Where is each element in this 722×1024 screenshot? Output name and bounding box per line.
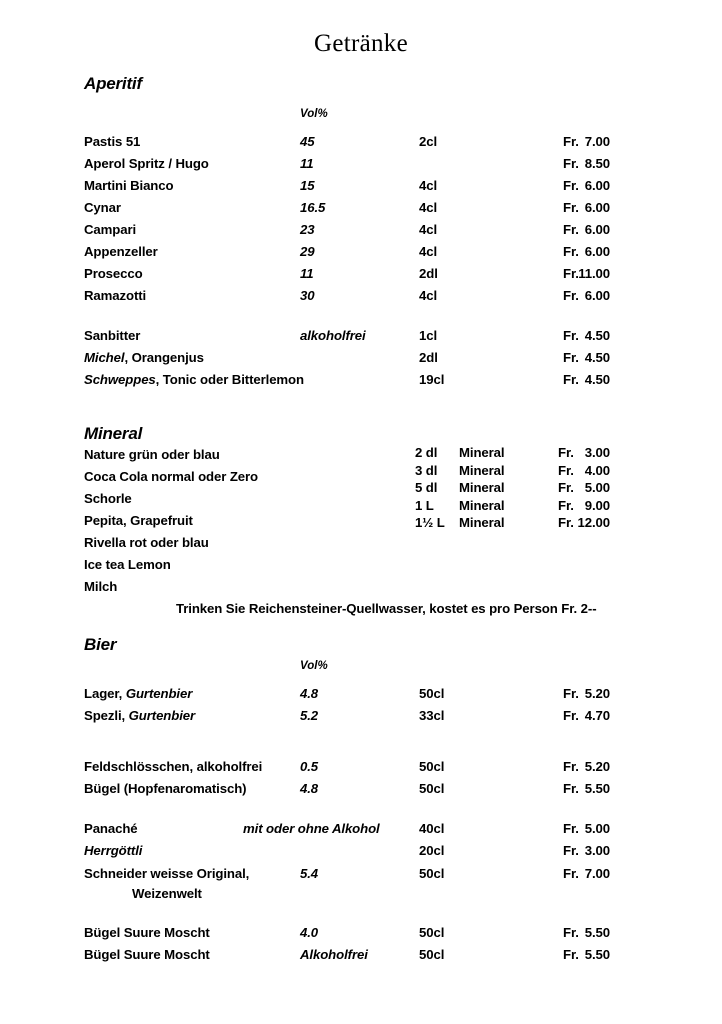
column-header-vol-aperitif: Vol%: [300, 108, 328, 120]
item-name: Appenzeller: [84, 244, 158, 259]
mineral-price: 9.00: [584, 497, 610, 513]
currency-label: Fr.: [563, 134, 579, 149]
item-price: 5.50: [584, 947, 610, 962]
item-vol: 15: [300, 178, 315, 193]
item-vol: 23: [300, 222, 315, 237]
item-name: Nature grün oder blau: [84, 447, 220, 462]
item-name: Schorle: [84, 491, 132, 506]
table-row: [0, 328, 722, 349]
currency-label: Fr.: [563, 328, 579, 343]
item-vol: alkoholfrei: [300, 328, 366, 343]
item-name: Pepita, Grapefruit: [84, 513, 193, 528]
item-name: Prosecco: [84, 266, 143, 281]
item-name: [84, 686, 192, 701]
item-name-text: , Orangenjus: [124, 350, 204, 365]
item-price: 6.00: [584, 244, 610, 259]
item-price: 6.00: [584, 200, 610, 215]
item-name: Rivella rot oder blau: [84, 535, 209, 550]
item-price: 6.00: [584, 178, 610, 193]
list-item: [0, 535, 722, 556]
mineral-price-row: [0, 463, 722, 481]
item-name: Campari: [84, 222, 137, 237]
currency-label: Fr.: [563, 178, 579, 193]
item-name: Milch: [84, 579, 118, 594]
currency-label: Fr.: [563, 866, 579, 881]
item-price: 4.70: [584, 708, 610, 723]
currency-label: Fr.: [563, 156, 579, 171]
item-vol: 45: [300, 134, 315, 149]
mineral-price-row: [0, 515, 722, 533]
mineral-size: 1 L: [415, 497, 434, 513]
item-size: 50cl: [419, 925, 445, 940]
item-price: 4.50: [584, 372, 610, 387]
mineral-label: Mineral: [459, 480, 505, 495]
item-vol: 0.5: [300, 759, 319, 774]
item-name: Panaché: [84, 821, 138, 836]
currency-label: Fr.: [563, 372, 579, 387]
table-row: [0, 156, 722, 177]
mineral-label: Mineral: [459, 515, 505, 530]
mineral-size: 5 dl: [415, 480, 438, 495]
item-name: Pastis 51: [84, 134, 141, 149]
mineral-size: 2 dl: [415, 445, 438, 460]
table-row: [0, 350, 722, 371]
item-name-text: Lager,: [84, 686, 126, 701]
currency-label: Fr.: [558, 445, 574, 460]
item-name: Bügel Suure Moscht: [84, 947, 210, 962]
currency-label: Fr.: [563, 843, 579, 858]
table-row: [0, 821, 722, 842]
item-name: Schneider weisse Original,: [84, 866, 250, 881]
item-price: 5.50: [584, 781, 610, 796]
mineral-label: Mineral: [459, 497, 505, 513]
currency-label: Fr.: [558, 515, 574, 530]
item-size: 2dl: [419, 266, 438, 281]
table-row: [0, 947, 722, 968]
item-vol: 5.4: [300, 866, 319, 881]
item-name-text: Spezli,: [84, 708, 129, 723]
table-row: [0, 781, 722, 802]
currency-label: Fr.: [558, 462, 574, 478]
item-name: Cynar: [84, 200, 121, 215]
currency-label: Fr.: [563, 288, 579, 303]
item-name: Ramazotti: [84, 288, 147, 303]
page-title: Getränke: [313, 30, 408, 57]
item-vol: 11: [300, 266, 314, 281]
section-heading-bier: Bier: [84, 635, 117, 654]
currency-label: Fr.: [563, 350, 579, 365]
item-size: 1cl: [419, 328, 438, 343]
item-brand: Gurtenbier: [128, 708, 196, 723]
item-size: 33cl: [419, 708, 445, 723]
item-price: 11.00: [578, 266, 610, 281]
section-heading-aperitif: Aperitif: [84, 74, 142, 93]
item-vol: 4.8: [300, 781, 319, 796]
item-name: [84, 372, 304, 387]
item-name: Coca Cola normal oder Zero: [84, 469, 259, 484]
currency-label: Fr.: [563, 222, 579, 237]
item-size: 50cl: [419, 686, 445, 701]
table-row: [0, 372, 722, 393]
currency-label: Fr.: [563, 821, 579, 836]
mineral-label: Mineral: [459, 462, 505, 478]
item-price: 6.00: [584, 288, 610, 303]
item-size: 40cl: [419, 821, 445, 836]
table-row: [0, 708, 722, 729]
table-row-continuation: [0, 886, 722, 907]
item-name: Aperol Spritz / Hugo: [84, 156, 209, 171]
currency-label: Fr.: [563, 686, 579, 701]
table-row: [0, 134, 722, 155]
table-row: [0, 222, 722, 243]
item-size: 2cl: [419, 134, 438, 149]
mineral-price-row: [0, 498, 722, 516]
item-price: 5.20: [584, 759, 610, 774]
item-price: 5.20: [584, 686, 610, 701]
item-price: 4.50: [584, 350, 610, 365]
mineral-size: 3 dl: [415, 462, 438, 478]
table-row: [0, 686, 722, 707]
item-name: [84, 350, 204, 365]
item-name: Weizenwelt: [132, 886, 202, 901]
item-name: Bügel (Hopfenaromatisch): [84, 781, 247, 796]
item-price: 4.50: [584, 328, 610, 343]
item-name: Ice tea Lemon: [84, 557, 171, 572]
item-vol: 29: [300, 244, 315, 259]
table-row: [0, 288, 722, 309]
item-vol: 4.0: [300, 925, 319, 940]
item-size: 4cl: [419, 244, 438, 259]
item-vol: 4.8: [300, 686, 319, 701]
mineral-price: 12.00: [577, 515, 610, 530]
currency-label: Fr.: [563, 947, 579, 962]
item-name: Bügel Suure Moscht: [84, 925, 210, 940]
item-vol: mit oder ohne Alkohol: [243, 821, 380, 836]
section-heading-mineral: Mineral: [84, 424, 143, 443]
item-size: 4cl: [419, 288, 438, 303]
item-name: Feldschlösschen, alkoholfrei: [84, 759, 263, 774]
item-size: 50cl: [419, 781, 445, 796]
currency-label: Fr.: [563, 781, 579, 796]
item-price: 7.00: [584, 134, 610, 149]
item-size: 50cl: [419, 866, 445, 881]
item-size: 19cl: [419, 372, 445, 387]
table-row: [0, 266, 722, 287]
item-brand: Michel: [84, 350, 125, 365]
list-item: [0, 557, 722, 578]
table-row: [0, 200, 722, 221]
mineral-price: 4.00: [584, 462, 610, 478]
item-size: 4cl: [419, 200, 438, 215]
item-name: Herrgöttli: [84, 843, 143, 858]
item-price: 8.50: [584, 156, 610, 171]
item-vol: 5.2: [300, 708, 319, 723]
mineral-price-row: [0, 445, 722, 463]
currency-label: Fr.: [563, 708, 579, 723]
mineral-label: Mineral: [459, 445, 505, 460]
table-row: [0, 178, 722, 199]
item-size: 50cl: [419, 759, 445, 774]
item-size: 4cl: [419, 178, 438, 193]
item-size: 50cl: [419, 947, 445, 962]
item-name: Sanbitter: [84, 328, 141, 343]
table-row: [0, 925, 722, 946]
currency-label: Fr.: [563, 266, 579, 281]
item-price: 7.00: [584, 866, 610, 881]
item-price: 3.00: [584, 843, 610, 858]
item-price: 5.50: [584, 925, 610, 940]
currency-label: Fr.: [563, 244, 579, 259]
item-vol: 16.5: [300, 200, 326, 215]
item-brand: Schweppes: [84, 372, 156, 387]
column-header-vol-bier: Vol%: [300, 660, 328, 672]
item-name: [84, 708, 195, 723]
currency-label: Fr.: [558, 480, 574, 495]
item-brand: Gurtenbier: [125, 686, 193, 701]
item-name: Martini Bianco: [84, 178, 174, 193]
table-row: [0, 866, 722, 887]
item-price: 5.00: [584, 821, 610, 836]
mineral-price: 3.00: [584, 445, 610, 460]
item-size: 4cl: [419, 222, 438, 237]
currency-label: Fr.: [563, 200, 579, 215]
item-vol: 30: [300, 288, 315, 303]
mineral-price-row: [0, 480, 722, 498]
item-size: 20cl: [419, 843, 445, 858]
currency-label: Fr.: [563, 759, 579, 774]
currency-label: Fr.: [563, 925, 579, 940]
quellwasser-note: Trinken Sie Reichensteiner-Quellwasser, kostet es pro Person Fr. 2--: [176, 601, 597, 616]
table-row: [0, 843, 722, 864]
currency-label: Fr.: [558, 497, 574, 513]
item-size: 2dl: [419, 350, 438, 365]
table-row: [0, 244, 722, 265]
item-vol: Alkoholfrei: [300, 947, 368, 962]
item-price: 6.00: [584, 222, 610, 237]
mineral-size: 1½ L: [415, 515, 445, 530]
table-row: [0, 759, 722, 780]
list-item: [0, 579, 722, 600]
item-name-text: , Tonic oder Bitterlemon: [155, 372, 304, 387]
mineral-price: 5.00: [584, 480, 610, 495]
item-vol: 11: [300, 156, 314, 171]
